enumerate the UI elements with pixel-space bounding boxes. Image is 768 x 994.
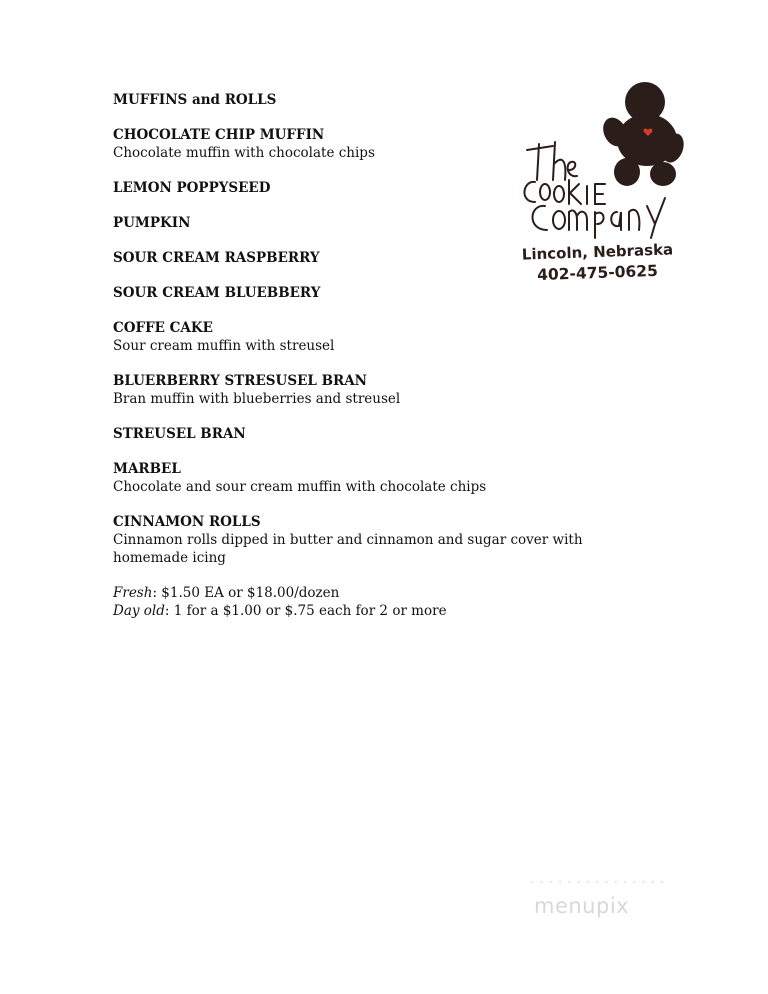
menu-item-name: BLUERBERRY STRESUSEL BRAN <box>113 373 368 389</box>
menu-item-description: Chocolate muffin with chocolate chips <box>113 145 375 161</box>
menu-item-name: COFFE CAKE <box>113 320 213 336</box>
watermark-decoration: • • • • • • • • • • • • • • • <box>530 878 666 887</box>
menu-item <box>113 425 643 443</box>
cookie-company-logo <box>505 80 695 300</box>
logo-phone: 402-475-0625 <box>536 261 659 285</box>
menu-item <box>113 513 643 567</box>
menu-item-name: LEMON POPPYSEED <box>113 180 271 196</box>
menu-item <box>113 372 643 408</box>
menu-item-name: CINNAMON ROLLS <box>113 514 261 530</box>
price-fresh <box>113 584 643 602</box>
menu-item-name: PUMPKIN <box>113 215 191 231</box>
menu-item <box>113 319 643 355</box>
menu-item-description: Bran muffin with blueberries and streusel <box>113 391 401 407</box>
price-fresh-label: Fresh <box>113 585 153 601</box>
gingerbread-icon <box>599 82 688 186</box>
price-fresh-text: : $1.50 EA or $18.00/dozen <box>152 585 340 601</box>
menu-item-name: SOUR CREAM RASPBERRY <box>113 250 320 266</box>
menu-item-name: MARBEL <box>113 461 181 477</box>
price-day-old <box>113 602 643 620</box>
menu-item-name: STREUSEL BRAN <box>113 426 246 442</box>
gingerbread-logo-art <box>505 80 695 240</box>
menu-item-name: CHOCOLATE CHIP MUFFIN <box>113 127 325 143</box>
logo-city: Lincoln, Nebraska <box>521 240 674 264</box>
watermark-text: menupix <box>534 894 630 918</box>
menupix-watermark <box>520 878 690 928</box>
price-day-old-label: Day old <box>113 603 165 619</box>
menu-item-description: Chocolate and sour cream muffin with chocolate chips <box>113 479 487 495</box>
menu-item-description: Sour cream muffin with streusel <box>113 338 335 354</box>
menu-item-name: SOUR CREAM BLUEBBERY <box>113 285 321 301</box>
menu-section-heading: MUFFINS and ROLLS <box>113 92 277 108</box>
price-day-old-text: : 1 for a $1.00 or $.75 each for 2 or more <box>164 603 447 619</box>
menu-item <box>113 460 643 496</box>
menu-item-description: Cinnamon rolls dipped in butter and cinnamon and sugar cover with homemade icing <box>113 532 583 566</box>
